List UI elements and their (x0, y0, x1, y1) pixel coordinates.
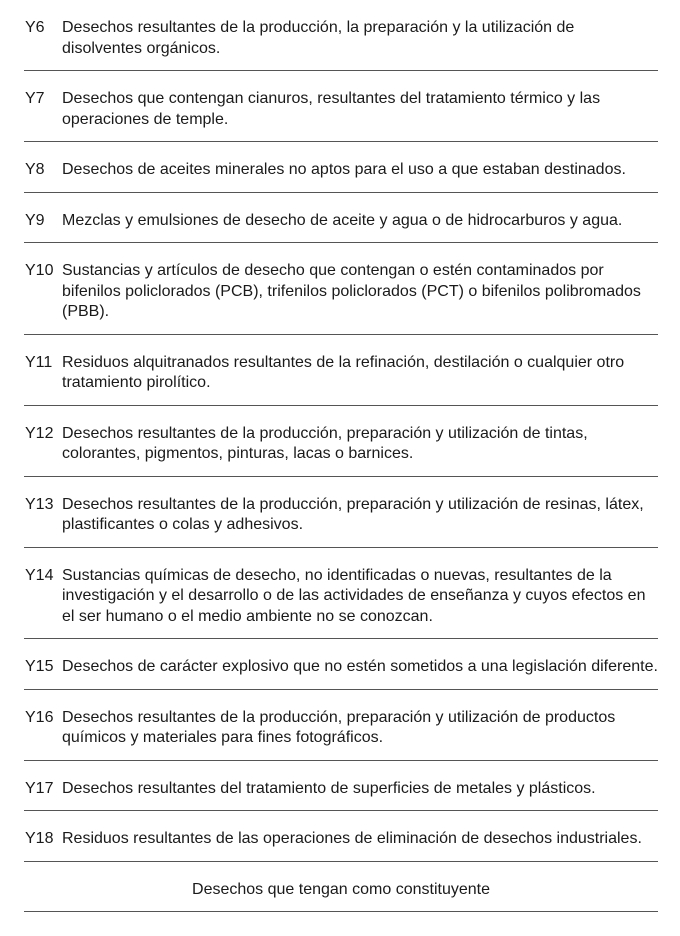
category-description: Desechos resultantes de la producción, preparación y utilización de resinas, látex, plastificantes o colas y adhesivos. (62, 495, 644, 533)
category-description: Sustancias químicas de desecho, no identificadas o nuevas, resultantes de la investigación y el desarrollo o de las actividades de enseñanza y cuyos efectos en el ser humano o el medio ambiente no se conozcan. (62, 566, 646, 625)
list-item (24, 156, 658, 193)
category-code: Y17 (25, 779, 54, 797)
list-item (24, 704, 658, 761)
category-description: Residuos resultantes de las operaciones de eliminación de desechos industriales. (62, 830, 642, 847)
category-code: Y10 (25, 262, 54, 279)
category-code: Y18 (25, 830, 54, 847)
list-item (24, 491, 658, 548)
category-code: Y9 (25, 211, 45, 229)
category-description: Desechos de aceites minerales no aptos para el uso a que estaban destinados. (62, 161, 626, 178)
category-code: Y16 (25, 708, 54, 726)
category-code: Y12 (25, 424, 54, 442)
category-description: Desechos que contengan cianuros, resultantes del tratamiento térmico y las operaciones de temple. (62, 90, 601, 128)
list-item (24, 349, 658, 406)
category-code: Y7 (25, 90, 45, 107)
list-item (24, 207, 658, 244)
list-item (24, 562, 658, 640)
category-description: Desechos resultantes de la producción, preparación y utilización de tintas, colorantes, pigmentos, pinturas, lacas o barnices. (62, 424, 588, 462)
category-description: Desechos resultantes del tratamiento de superficies de metales y plásticos. (62, 779, 596, 797)
category-description: Desechos resultantes de la producción, preparación y utilización de productos químicos y materiales para fines fotográficos. (62, 708, 616, 746)
category-code: Y15 (25, 658, 54, 675)
category-description: Mezclas y emulsiones de desecho de aceite y agua o de hidrocarburos y agua. (62, 211, 623, 229)
category-description: Desechos de carácter explosivo que no estén sometidos a una legislación diferente. (62, 658, 658, 675)
list-item (24, 653, 658, 690)
list-item (24, 14, 658, 71)
category-code: Y6 (25, 19, 45, 36)
category-code: Y14 (25, 566, 54, 584)
list-item (24, 775, 658, 812)
category-code: Y8 (25, 161, 45, 178)
list-item (24, 85, 658, 142)
category-code: Y11 (25, 353, 53, 371)
section-heading: Desechos que tengan como constituyente (24, 876, 658, 913)
list-item (24, 825, 658, 862)
list-item (24, 420, 658, 477)
category-description: Desechos resultantes de la producción, la preparación y la utilización de disolventes orgánicos. (62, 19, 575, 57)
category-description: Residuos alquitranados resultantes de la refinación, destilación o cualquier otro tratamiento pirolítico. (62, 353, 625, 391)
category-description: Sustancias y artículos de desecho que contengan o estén contaminados por bifenilos policlorados (PCB), trifenilos policlorados (PCT) o bifenilos polibromados (PBB). (62, 262, 641, 320)
category-code: Y13 (25, 495, 54, 513)
waste-category-list (24, 14, 658, 912)
list-item (24, 257, 658, 335)
